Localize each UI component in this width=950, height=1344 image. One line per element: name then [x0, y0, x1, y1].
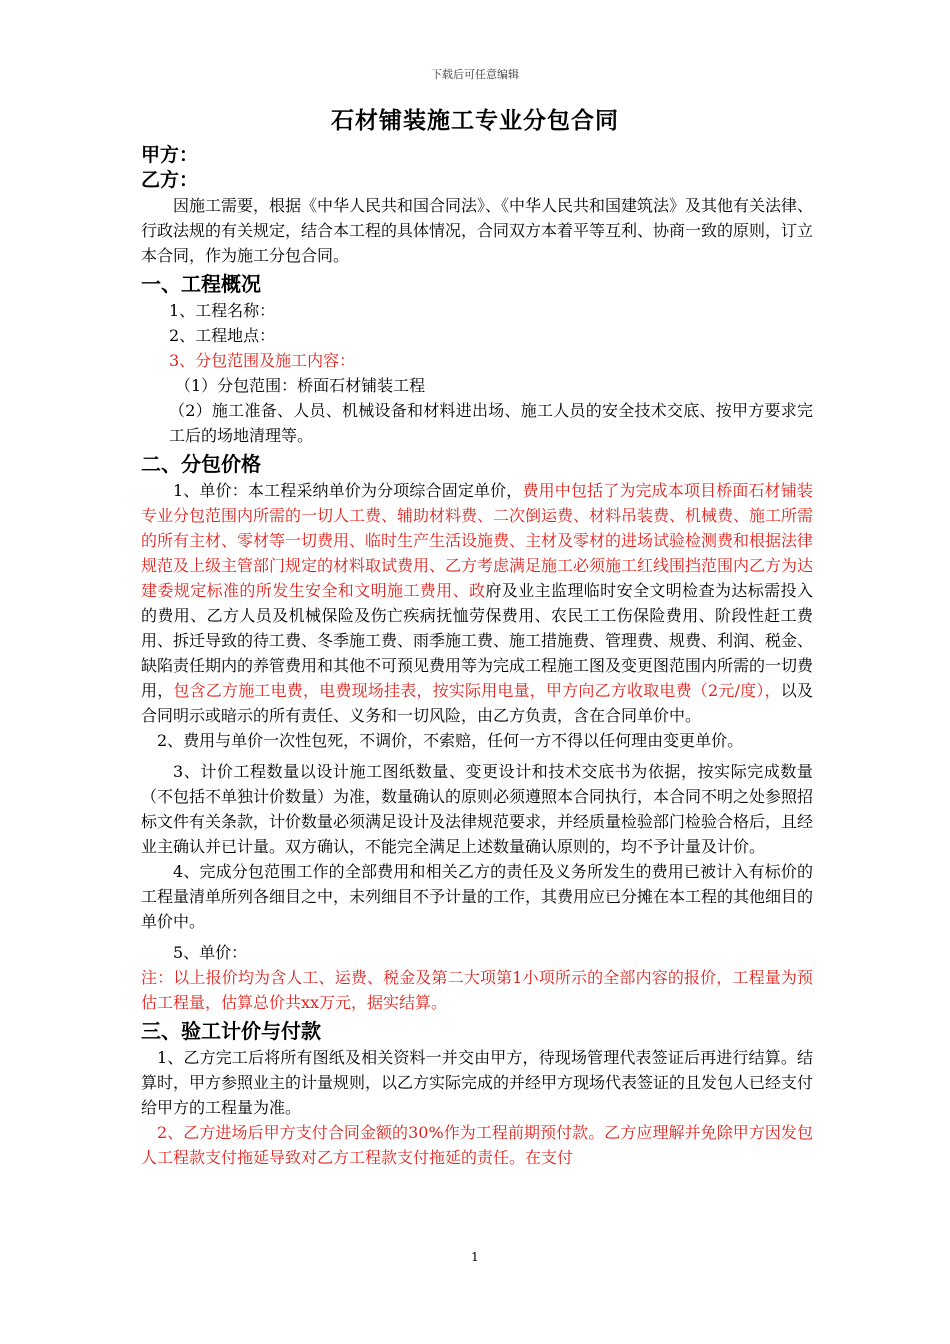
party-a-label: 甲方：: [141, 144, 199, 166]
document-title: 石材铺装施工专业分包合同: [331, 108, 619, 134]
scope-subitem-1: （1）分包范围：桥面石材铺装工程: [175, 376, 426, 395]
price-1-more-costs: 府及业主监理临时安全文明检查为达标需投入的费用、乙方人员及机械保险及伤亡疾病抚恤劳保费用、农民工工伤保险费用、阶段性赶工费用、拆迁导致的待工费、冬季施工费、雨季施工费、施工措施费、管理费、规费、利润、税金、缺陷责任期内的养管费用和其他不可预见费用等为完成工程施工图及变更图范围内所需的一切费用，: [141, 581, 814, 700]
header-note: 下载后可任意编辑: [431, 68, 519, 81]
section-1-heading: 一、工程概况: [141, 272, 261, 296]
price-paragraph-1: [141, 478, 813, 728]
price-paragraph-3: 3、计价工程数量以设计施工图纸数量、变更设计和技术交底书为依据，按实际完成数量（不包括不单独计价数量）为准，数量确认的原则必须遵照本合同执行，本合同不明之处参照招标文件有关条款，计价数量必须满足设计及法律规范要求，并经质量检验部门检验合格后，且经业主确认并已计量。双方确认，不能完全满足上述数量确认原则的，均不予计量及计价。: [141, 762, 814, 856]
project-name-item: 1、工程名称：: [169, 301, 276, 320]
price-paragraph-4: 4、完成分包范围工作的全部费用和相关乙方的责任及义务所发生的费用已被计入有标价的工程量清单所列各细目之中，未列细目不予计量的工作，其费用应已分摊在本工程的其他细目的单价中。: [141, 862, 814, 931]
party-b-label: 乙方：: [141, 169, 199, 191]
price-paragraph-5: 5、单价：: [173, 943, 248, 962]
payment-paragraph-1: 1、乙方完工后将所有图纸及相关资料一并交由甲方，待现场管理代表签证后再进行结算。结算时，甲方参照业主的计量规则，以乙方实际完成的并经甲方现场代表签证的且发包人已经支付给甲方的工程量为准。: [141, 1048, 814, 1117]
price-note: 注：以上报价均为含人工、运费、税金及第二大项第1小项所示的全部内容的报价，工程量为预估工程量，估算总价共xx万元，据实结算。: [141, 968, 813, 1012]
scope-item: 3、分包范围及施工内容：: [169, 351, 356, 370]
price-1-electricity: 包含乙方施工电费，电费现场挂表，按实际用电量，甲方向乙方收取电费（2元/度），: [173, 681, 781, 700]
scope-subitem-2: （2）施工准备、人员、机械设备和材料进出场、施工人员的安全技术交底、按甲方要求完工后的场地清理等。: [169, 401, 813, 445]
price-1-included-costs: 费用中包括了为完成本项目桥面石材铺装专业分包范围内所需的一切人工费、辅助材料费、二次倒运费、材料吊装费、机械费、施工所需的所有主材、零材等一切费用、临时生产生活设施费、主材及零材的进场试验检测费和根据法律规范及上级主管部门规定的材料取试费用、乙方考虑满足施工必须施工红线围挡范围内乙方为达建委规定标准的所发生安全和文明施工费用、政: [141, 481, 814, 600]
price-1-intro: 1、单价：本工程采纳单价为分项综合固定单价，: [173, 481, 523, 500]
price-1-closing: 以及合同明示或暗示的所有责任、义务和一切风险，由乙方负责，含在合同单价中。: [141, 681, 813, 725]
intro-paragraph: 因施工需要，根据《中华人民共和国合同法》、《中华人民共和国建筑法》及其他有关法律、行政法规的有关规定，结合本工程的具体情况，合同双方本着平等互利、协商一致的原则，订立本合同，作为施工分包合同。: [141, 196, 814, 265]
payment-paragraph-2: 2、乙方进场后甲方支付合同金额的30%作为工程前期预付款。乙方应理解并免除甲方因发包人工程款支付拖延导致对乙方工程款支付拖延的责任。在支付: [141, 1123, 813, 1167]
project-location-item: 2、工程地点：: [169, 326, 276, 345]
price-paragraph-2: 2、费用与单价一次性包死，不调价，不索赔，任何一方不得以任何理由变更单价。: [157, 731, 744, 750]
section-2-heading: 二、分包价格: [141, 452, 261, 476]
section-3-heading: 三、验工计价与付款: [141, 1019, 321, 1043]
document-body: [141, 143, 813, 1170]
page-number: 1: [471, 1250, 479, 1264]
